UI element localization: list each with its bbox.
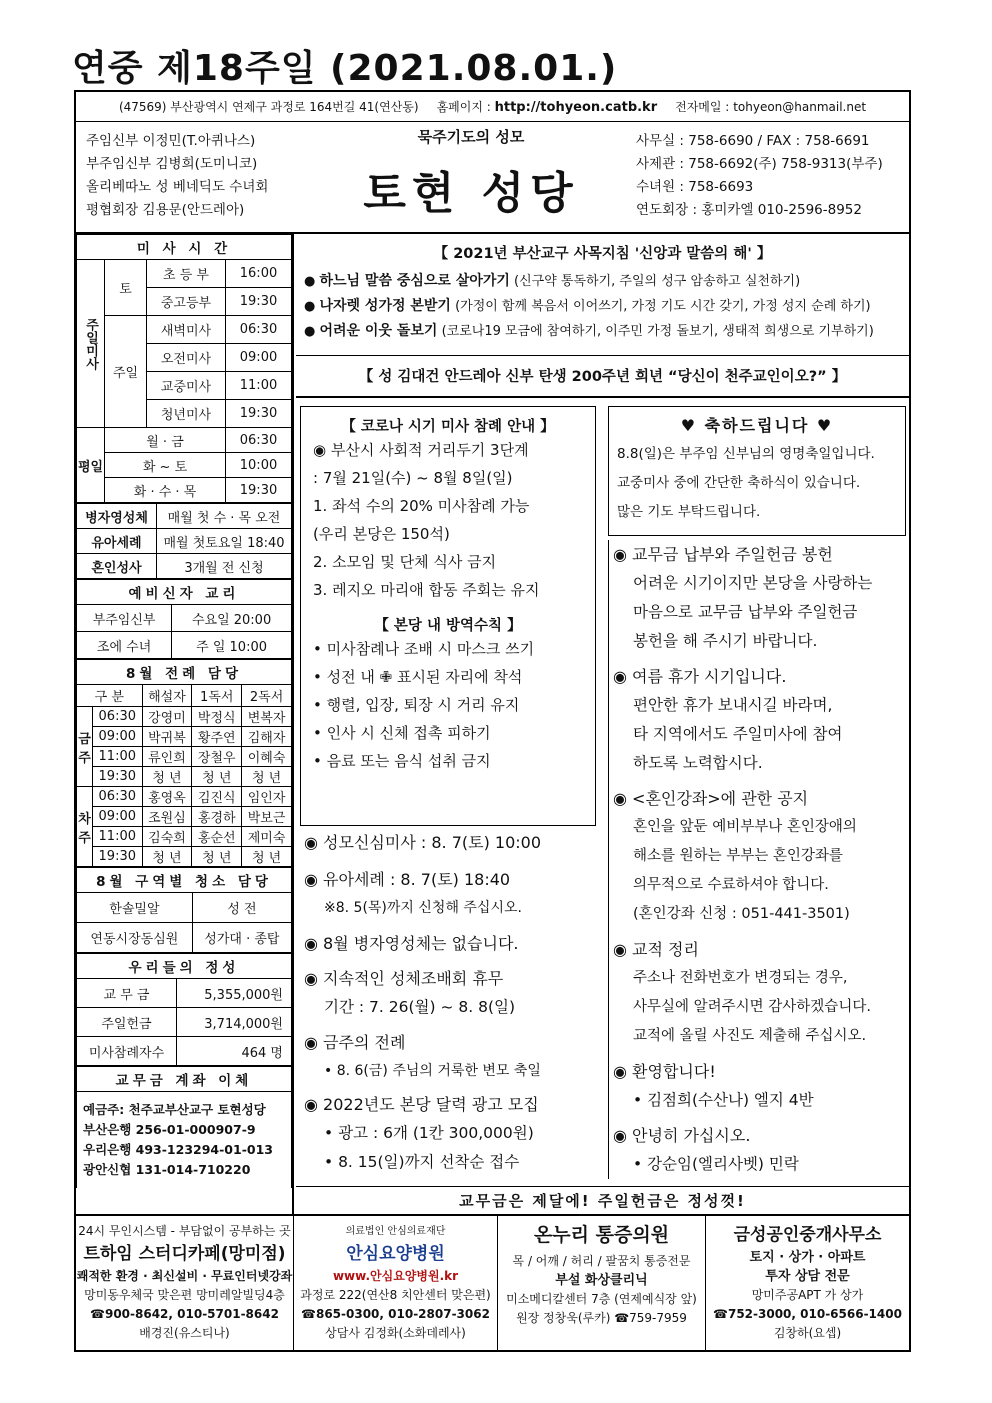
catechumen-who: 부주임신부: [77, 605, 172, 632]
account-line: 예금주: 천주교부산교구 토현성당: [83, 1102, 266, 1117]
liturgy-cell: 청 년: [192, 847, 242, 867]
this-week-label: 금주: [77, 707, 93, 787]
account-header: 교무금 계좌 이체: [77, 1067, 292, 1092]
staff-list: [86, 130, 268, 222]
left-notices: [304, 828, 594, 1177]
homepage-link[interactable]: http://tohyeon.catb.kr: [494, 100, 658, 115]
cleaning-cell: 성 전: [192, 893, 291, 923]
ad-title: 트하임 스터디카페(망미점): [83, 1244, 286, 1264]
ad-line: www.안심요양병원.kr: [332, 1269, 459, 1283]
liturgy-cell: 이혜숙: [242, 747, 292, 767]
ad-line: 망미주공APT 가 상가: [751, 1288, 864, 1302]
weekday-day: 화 · 수 · 목: [105, 478, 226, 503]
mass-time: 19:30: [226, 400, 292, 428]
notice-body: 봉헌을 해 주시기 바랍니다.: [633, 632, 818, 650]
sat-label: 토: [105, 260, 147, 316]
pastoral-policy: [296, 234, 909, 356]
corona-line: 3. 레지오 마리애 합동 주회는 유지: [313, 581, 540, 599]
ad-line: 토지 · 상가 · 아파트: [749, 1250, 866, 1265]
notice-title: ◉ 교무금 납부와 주일헌금 봉헌: [613, 545, 833, 564]
notice-body: ※8. 5(목)까지 신청해 주십시오.: [324, 900, 522, 916]
ad-line: 상담사 김정화(소화데레사): [325, 1326, 466, 1340]
ad-line: ☎865-0300, 010-2807-3062: [301, 1307, 490, 1321]
ad-line: 원장 정창욱(루카) ☎759-7959: [516, 1311, 687, 1325]
contact-line: 연도회장 : 홍미카엘 010-2596-8952: [636, 202, 862, 218]
notice-title: ◉ 2022년도 본당 달력 광고 모집: [304, 1095, 539, 1114]
offering-label: 주일헌금: [77, 1008, 177, 1037]
liturgy-col: 구 분: [77, 685, 143, 707]
offering-value: 5,355,000원: [177, 979, 292, 1008]
corona-line: ◉ 부산시 사회적 거리두기 3단계: [313, 441, 529, 459]
liturgy-cell: 청 년: [192, 767, 242, 787]
liturgy-table: [76, 659, 292, 867]
corona-line: : 7월 21일(수) ~ 8월 8일(일): [313, 469, 513, 487]
notice-body: 해소를 원하는 부부는 혼인강좌를: [633, 848, 843, 864]
catechumen-when: 주 일 10:00: [172, 632, 292, 659]
liturgy-cell: 청 년: [142, 847, 192, 867]
liturgy-cell: 11:00: [93, 747, 143, 767]
weekday-label: 평일: [77, 428, 105, 503]
mass-time: 16:00: [226, 260, 292, 288]
church-logo: [316, 126, 626, 230]
account-line: 부산은행 256-01-000907-9: [83, 1122, 256, 1137]
policy-header: 【 2021년 부산교구 사목지침 '신앙과 말씀의 해' 】: [433, 246, 772, 262]
sacrament-name: 병자영성체: [77, 504, 157, 529]
liturgy-cell: 김숙희: [142, 827, 192, 847]
liturgy-cell: 09:00: [93, 807, 143, 827]
notice-body: 주소나 전화번호가 변경되는 경우,: [633, 970, 848, 986]
contact-list: [636, 130, 883, 222]
ad-line: 배경진(유스티나): [139, 1326, 230, 1340]
weekday-time: 06:30: [226, 428, 292, 453]
ad-title: 금성공인중개사무소: [733, 1225, 882, 1245]
liturgy-col: 해설자: [142, 685, 192, 707]
notice-title: ◉ 안녕히 가십시오.: [613, 1126, 751, 1145]
weekday-day: 월 · 금: [105, 428, 226, 453]
address-bar: [76, 92, 909, 122]
offerings-header: 우리들의 정성: [77, 954, 292, 979]
jubilee-banner: 【 성 김대건 안드레아 신부 탄생 200주년 희년 “당신이 천주교인이오?” 】: [296, 356, 909, 398]
rule-line: • 미사참례나 조배 시 마스크 쓰기: [313, 640, 535, 658]
rule-line: • 인사 시 신체 접촉 피하기: [313, 724, 491, 742]
homepage-label: 홈페이지 :: [436, 100, 491, 114]
corona-header: 【 코로나 시기 미사 참례 안내 】: [341, 419, 555, 435]
account-line: 광안신협 131-014-710220: [83, 1162, 251, 1177]
cleaning-cell: 성가대 · 종탑: [192, 923, 291, 953]
policy-item: ● 하느님 말씀 중심으로 살아가기 (신구약 통독하기, 주일의 성구 암송하고 실천하기): [304, 273, 801, 289]
policy-item: ● 어려운 이웃 돌보기 (코로나19 모금에 참여하기, 이주민 가정 돌보기, 생태적 희생으로 기부하기): [304, 323, 874, 339]
catechumen-header: 예비신자 교리: [77, 580, 292, 605]
weekday-time: 19:30: [226, 478, 292, 503]
catechumen-who: 조에 수녀: [77, 632, 172, 659]
liturgy-cell: 류인희: [142, 747, 192, 767]
liturgy-cell: 임인자: [242, 787, 292, 807]
liturgy-cell: 홍순선: [192, 827, 242, 847]
notice-body: • 강순임(엘리사벳) 민락: [633, 1155, 799, 1173]
offering-label: 미사참례자수: [77, 1037, 177, 1066]
cleaning-header: 8월 구역별 청소 담당: [77, 868, 292, 893]
sunday-label: 주일미사: [77, 260, 105, 428]
mass-time: 11:00: [226, 372, 292, 400]
ad-title: 온누리 통증의원: [533, 1224, 670, 1246]
ad-line: 쾌적한 환경 · 최신설비 · 무료인터넷강좌: [76, 1269, 293, 1283]
page-title: 연중 제18주일 (2021.08.01.): [72, 48, 618, 89]
corona-line: (우리 본당은 150석): [313, 525, 450, 543]
sacrament-value: 매월 첫토요일 18:40: [157, 529, 292, 554]
notice-body: 편안한 휴가 보내시길 바라며,: [633, 696, 833, 714]
notice-title: ◉ 지속적인 성체조배회 휴무: [304, 969, 504, 988]
catechumen-table: [76, 579, 292, 659]
liturgy-cell: 홍영옥: [142, 787, 192, 807]
offering-label: 교 무 금: [77, 979, 177, 1008]
notice-title: ◉ 여름 휴가 시기입니다.: [613, 667, 787, 686]
notice-body: 사무실에 알려주시면 감사하겠습니다.: [633, 999, 871, 1015]
ad-line: 김창하(요셉): [773, 1326, 842, 1340]
notice-body: 어려운 시기이지만 본당을 사랑하는: [633, 574, 873, 592]
liturgy-cell: 박정식: [192, 707, 242, 727]
email-link[interactable]: tohyeon@hanmail.net: [733, 100, 867, 114]
ad-title: 안심요양병원: [346, 1244, 445, 1264]
staff-line: 올리베따노 성 베네딕도 수녀회: [86, 179, 269, 195]
congrats-line: 8.8(일)은 부주임 신부님의 영명축일입니다.: [617, 446, 875, 462]
liturgy-cell: 11:00: [93, 827, 143, 847]
mass-name: 오전미사: [147, 344, 226, 372]
ad-hospital: [294, 1216, 498, 1350]
ad-line: 목 / 어깨 / 허리 / 팔꿈치 통증전문: [512, 1254, 691, 1268]
notice-title: ◉ 성모신심미사 : 8. 7(토) 10:00: [304, 833, 542, 852]
ad-line: 의료법인 안심의료재단: [345, 1226, 446, 1237]
notice-title: ◉ 환영합니다!: [613, 1062, 716, 1081]
ad-line: 과정로 222(연산8 치안센터 맞은편): [300, 1288, 491, 1302]
cleaning-cell: 연동시장동심원: [77, 923, 193, 953]
corona-line: 2. 소모임 및 단체 식사 금지: [313, 553, 497, 571]
liturgy-cell: 김해자: [242, 727, 292, 747]
liturgy-cell: 황주연: [192, 727, 242, 747]
account-table: [76, 1066, 292, 1188]
mass-time: 19:30: [226, 288, 292, 316]
congrats-line: 많은 기도 부탁드립니다.: [617, 504, 761, 520]
notice-title: ◉ 금주의 전례: [304, 1033, 406, 1052]
liturgy-cell: 장철우: [192, 747, 242, 767]
address-text: (47569) 부산광역시 연제구 과정로 164번길 41(연산동): [118, 100, 419, 114]
sacrament-value: 매월 첫 수 · 목 오전: [157, 504, 292, 529]
notice-body: • 김점희(수산나) 엘지 4반: [633, 1091, 814, 1109]
mass-header: 미 사 시 간: [77, 235, 292, 260]
mass-name: 청년미사: [147, 400, 226, 428]
ad-line: 부설 화상클리닉: [555, 1273, 648, 1288]
notice-body: 의무적으로 수료하셔야 합니다.: [633, 877, 829, 893]
mass-time: 06:30: [226, 316, 292, 344]
liturgy-cell: 06:30: [93, 707, 143, 727]
notice-body: 교적에 올릴 사진도 제출해 주십시오.: [633, 1028, 867, 1044]
mass-name: 중고등부: [147, 288, 226, 316]
rule-line: • 행렬, 입장, 퇴장 시 거리 유지: [313, 696, 520, 714]
contact-line: 수녀원 : 758-6693: [636, 179, 754, 195]
mass-table: [76, 234, 292, 503]
ad-realestate: [706, 1216, 909, 1350]
notice-title: ◉ 교적 정리: [613, 940, 699, 959]
mass-time: 09:00: [226, 344, 292, 372]
liturgy-cell: 강영미: [142, 707, 192, 727]
liturgy-cell: 변복자: [242, 707, 292, 727]
header: [76, 122, 909, 234]
corona-notice: [300, 406, 596, 826]
offerings-table: [76, 953, 292, 1066]
sun-label: 주일: [105, 316, 147, 428]
staff-line: 주임신부 이정민(T.아퀴나스): [86, 133, 256, 149]
offering-value: 3,714,000원: [177, 1008, 292, 1037]
staff-line: 평협회장 김용문(안드레아): [86, 202, 245, 218]
contact-line: 사제관 : 758-6692(주) 758-9313(부주): [636, 156, 883, 172]
liturgy-cell: 청 년: [142, 767, 192, 787]
sacrament-name: 혼인성사: [77, 554, 157, 579]
staff-line: 부주임신부 김병희(도미니코): [86, 156, 258, 172]
notice-title: ◉ <혼인강좌>에 관한 공지: [613, 789, 809, 808]
offering-value: 464 명: [177, 1037, 292, 1066]
sacrament-name: 유아세례: [77, 529, 157, 554]
notice-body: • 8. 15(일)까지 선착순 접수: [324, 1153, 520, 1171]
liturgy-cell: 09:00: [93, 727, 143, 747]
liturgy-cell: 06:30: [93, 787, 143, 807]
rule-line: • 음료 또는 음식 섭취 금지: [313, 752, 491, 770]
notice-body: • 광고 : 6개 (1칸 300,000원): [324, 1124, 534, 1142]
notice-body: 하도록 노력합시다.: [633, 754, 763, 772]
notice-title: ◉ 8월 병자영성체는 없습니다.: [304, 934, 519, 953]
offering-slogan: 교무금은 제달에! 주일헌금은 정성껏!: [296, 1186, 909, 1214]
congrats-line: 교중미사 중에 간단한 축하식이 있습니다.: [617, 475, 861, 491]
notice-body: 혼인을 앞둔 예비부부나 혼인장애의: [633, 819, 857, 835]
sacrament-value: 3개월 전 신청: [157, 554, 292, 579]
contact-line: 사무실 : 758-6690 / FAX : 758-6691: [636, 133, 870, 149]
weekday-day: 화 ~ 토: [105, 453, 226, 478]
liturgy-cell: 박보근: [242, 807, 292, 827]
liturgy-cell: 제미숙: [242, 827, 292, 847]
rules-header: 【 본당 내 방역수칙 】: [374, 618, 522, 634]
ad-study-cafe: [76, 1216, 294, 1350]
notice-body: (혼인강좌 신청 : 051-441-3501): [633, 906, 850, 922]
cleaning-table: [76, 867, 292, 953]
logo-motto: 묵주기도의 성모: [417, 128, 525, 146]
left-column: [76, 234, 294, 1214]
mass-name: 새벽미사: [147, 316, 226, 344]
ad-line: ☎752-3000, 010-6566-1400: [713, 1307, 902, 1321]
notice-body: 타 지역에서도 주일미사에 참여: [633, 725, 843, 743]
cleaning-cell: 한솔밀알: [77, 893, 193, 923]
liturgy-cell: 19:30: [93, 767, 143, 787]
notice-body: 마음으로 교무금 납부와 주일헌금: [633, 603, 858, 621]
liturgy-header: 8월 전례 담당: [77, 660, 292, 685]
notice-body: • 8. 6(금) 주님의 거룩한 변모 축일: [324, 1063, 541, 1079]
logo-name: 토현 성당: [363, 168, 579, 219]
right-notices: [608, 540, 908, 1179]
liturgy-col: 1독서: [192, 685, 242, 707]
ad-line: 투자 상담 전문: [765, 1269, 850, 1284]
notice-body: 기간 : 7. 26(월) ~ 8. 8(일): [324, 998, 516, 1016]
catechumen-when: 수요일 20:00: [172, 605, 292, 632]
ads-row: [76, 1214, 909, 1350]
policy-item: ● 나자렛 성가정 본받기 (가정이 함께 복음서 이어쓰기, 가정 기도 시간 갖기, 가정 성지 순례 하기): [304, 298, 871, 314]
notice-title: ◉ 유아세례 : 8. 7(토) 18:40: [304, 870, 511, 889]
liturgy-cell: 김진식: [192, 787, 242, 807]
liturgy-col: 2독서: [242, 685, 292, 707]
mass-name: 교중미사: [147, 372, 226, 400]
liturgy-cell: 청 년: [242, 767, 292, 787]
rule-line: • 성전 내 ✙ 표시된 자리에 착석: [313, 668, 523, 686]
next-week-label: 차주: [77, 787, 93, 867]
ad-clinic: [498, 1216, 706, 1350]
ad-line: 미소메디칼센터 7층 (연제예식장 앞): [506, 1292, 697, 1306]
mass-name: 초 등 부: [147, 260, 226, 288]
liturgy-cell: 청 년: [242, 847, 292, 867]
ad-line: 망미동우체국 맞은편 망미레알빌딩4층: [84, 1288, 285, 1302]
congrats-header: ♥ 축하드립니다 ♥: [680, 416, 834, 435]
liturgy-cell: 박귀복: [142, 727, 192, 747]
liturgy-cell: 홍경하: [192, 807, 242, 827]
account-line: 우리은행 493-123294-01-013: [83, 1142, 273, 1157]
email-label: 전자메일 :: [675, 100, 730, 114]
ad-line: 24시 무인시스템 - 부담없이 공부하는 곳: [78, 1224, 291, 1238]
liturgy-cell: 19:30: [93, 847, 143, 867]
congrats-box: [608, 406, 906, 536]
sacrament-table: [76, 503, 292, 579]
ad-line: ☎900-8642, 010-5701-8642: [90, 1307, 279, 1321]
weekday-time: 10:00: [226, 453, 292, 478]
corona-line: 1. 좌석 수의 20% 미사참례 가능: [313, 497, 530, 515]
liturgy-cell: 조원심: [142, 807, 192, 827]
